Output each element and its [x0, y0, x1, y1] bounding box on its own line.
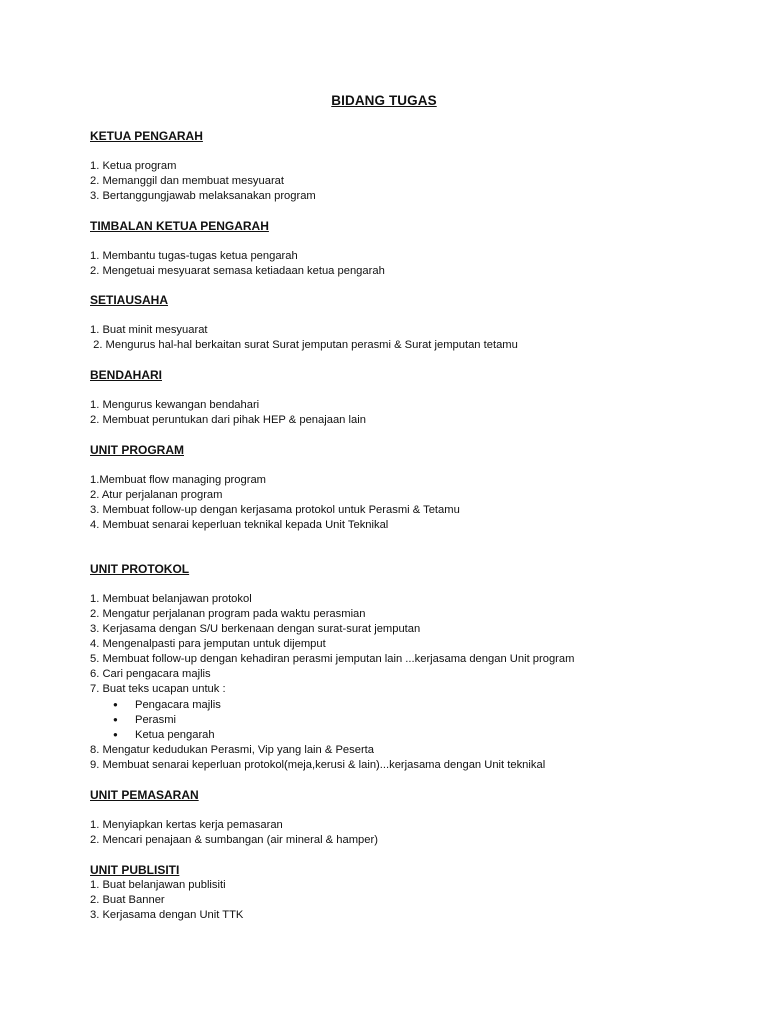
- list-item: 1. Mengurus kewangan bendahari: [90, 399, 260, 411]
- section-heading-timbalan-ketua-pengarah: TIMBALAN KETUA PENGARAH: [90, 219, 269, 233]
- bullet-item: [113, 712, 176, 728]
- list-item: 2. Atur perjalanan program: [90, 489, 223, 501]
- section-heading-unit-publisiti: UNIT PUBLISITI: [90, 863, 180, 877]
- section-heading-bendahari: BENDAHARI: [90, 368, 162, 382]
- list-item: 1. Ketua program: [90, 160, 177, 172]
- section-heading-unit-pemasaran: UNIT PEMASARAN: [90, 788, 199, 802]
- list-item: 2. Mencari penajaan & sumbangan (air mineral & hamper): [90, 834, 378, 846]
- section-heading-ketua-pengarah: KETUA PENGARAH: [90, 129, 203, 143]
- list-item: 2. Mengetuai mesyuarat semasa ketiadaan ketua pengarah: [90, 265, 385, 277]
- bullet-item: [113, 697, 221, 713]
- bullet-text: Ketua pengarah: [135, 729, 215, 741]
- bullet-icon: ●: [113, 730, 118, 739]
- list-item: 3. Kerjasama dengan S/U berkenaan dengan surat-surat jemputan: [90, 623, 421, 635]
- list-item: 2. Memanggil dan membuat mesyuarat: [90, 175, 285, 187]
- list-item: 1. Membantu tugas-tugas ketua pengarah: [90, 250, 298, 262]
- bullet-icon: ●: [113, 715, 118, 724]
- list-item: 5. Membuat follow-up dengan kehadiran perasmi jemputan lain ...kerjasama dengan Unit program: [90, 653, 575, 665]
- list-item: 3. Kerjasama dengan Unit TTK: [90, 909, 244, 921]
- page-title: BIDANG TUGAS: [331, 93, 437, 108]
- list-item: 1. Buat belanjawan publisiti: [90, 879, 226, 891]
- list-item: 6. Cari pengacara majlis: [90, 668, 211, 680]
- list-item: 3. Bertanggungjawab melaksanakan program: [90, 190, 316, 202]
- section-heading-setiausaha: SETIAUSAHA: [90, 293, 169, 307]
- list-item: 3. Membuat follow-up dengan kerjasama protokol untuk Perasmi & Tetamu: [90, 504, 460, 516]
- list-item: 1. Menyiapkan kertas kerja pemasaran: [90, 819, 283, 831]
- section-heading-unit-protokol: UNIT PROTOKOL: [90, 562, 190, 576]
- list-item: 4. Membuat senarai keperluan teknikal kepada Unit Teknikal: [90, 519, 389, 531]
- bullet-text: Perasmi: [135, 714, 177, 726]
- bullet-item: [113, 727, 215, 743]
- list-item: 1. Buat minit mesyuarat: [90, 324, 208, 336]
- list-item: 2. Mengatur perjalanan program pada waktu perasmian: [90, 608, 366, 620]
- list-item: 1.Membuat flow managing program: [90, 474, 266, 486]
- list-item: 2. Mengurus hal-hal berkaitan surat Surat jemputan perasmi & Surat jemputan tetamu: [90, 339, 518, 351]
- list-item: 2. Buat Banner: [90, 894, 165, 906]
- bullet-icon: ●: [113, 700, 118, 709]
- bullet-text: Pengacara majlis: [135, 699, 221, 711]
- section-heading-unit-program: UNIT PROGRAM: [90, 443, 184, 457]
- list-item: 8. Mengatur kedudukan Perasmi, Vip yang lain & Peserta: [90, 744, 374, 756]
- list-item: 7. Buat teks ucapan untuk :: [90, 683, 226, 695]
- list-item: 9. Membuat senarai keperluan protokol(meja,kerusi & lain)...kerjasama dengan Unit teknikal: [90, 759, 546, 771]
- list-item: 1. Membuat belanjawan protokol: [90, 593, 252, 605]
- list-item: 2. Membuat peruntukan dari pihak HEP & penajaan lain: [90, 414, 366, 426]
- list-item: 4. Mengenalpasti para jemputan untuk dijemput: [90, 638, 326, 650]
